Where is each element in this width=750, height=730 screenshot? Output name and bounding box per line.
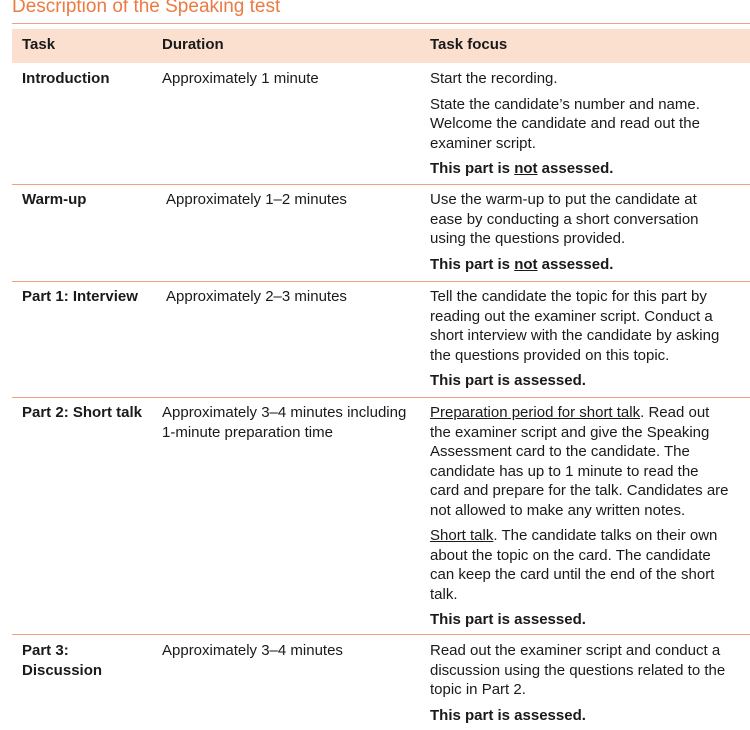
focus-cell (430, 69, 730, 179)
assessment-note: This part is assessed. (430, 706, 586, 724)
header-task: Task (22, 36, 56, 53)
table-header (12, 29, 750, 63)
title-rule (12, 23, 750, 24)
focus-text: Read out the examiner script and conduct a discussion using the questions related to the topic in Part 2. (430, 642, 726, 698)
focus-text: Tell the candidate the topic for this part by reading out the examiner script. Conduct a short interview with the candidate by asking the questions provided on this topic. (430, 288, 720, 364)
task-cell: Part 2: Short talk (22, 404, 143, 421)
focus-cell (430, 287, 730, 391)
task-cell: Warm-up (22, 191, 87, 208)
focus-text: State the candidate’s number and name. Welcome the candidate and read out the examiner script. (430, 95, 700, 152)
row-divider (12, 397, 750, 398)
focus-text: Short talk. The candidate talks on their own about the topic on the card. The candidate can keep the card until the end of the short talk. (430, 527, 718, 603)
assessment-note: This part is assessed. (430, 372, 586, 389)
assessment-note: This part is not assessed. (430, 255, 614, 273)
page-title: Description of the Speaking test (12, 0, 281, 17)
assessment-note: This part is not assessed. (430, 160, 614, 177)
focus-text: Start the recording. (430, 70, 558, 87)
task-cell: Part 3: Discussion (22, 642, 103, 679)
duration-cell: Approximately 3–4 minutes including 1-minute preparation time (162, 404, 407, 441)
header-task-focus: Task focus (430, 36, 508, 53)
focus-text: Use the warm-up to put the candidate at ease by conducting a short conversation using the questions provided. (430, 191, 699, 247)
duration-cell: Approximately 2–3 minutes (166, 288, 347, 305)
task-cell: Introduction (22, 70, 110, 87)
duration-cell: Approximately 3–4 minutes (162, 642, 343, 659)
header-duration: Duration (162, 36, 224, 53)
row-divider (12, 184, 750, 185)
focus-cell (430, 190, 730, 274)
duration-cell: Approximately 1–2 minutes (166, 191, 347, 208)
task-cell: Part 1: Interview (22, 288, 138, 305)
row-divider (12, 281, 750, 282)
focus-cell (430, 641, 730, 725)
focus-cell (430, 403, 730, 630)
assessment-note: This part is assessed. (430, 611, 586, 628)
row-divider (12, 634, 750, 635)
focus-text: Preparation period for short talk. Read out the examiner script and give the Speaking Assessment card to the candidate. The candidate has up to 1 minute to read the card and prepare for the talk. Candidates are not allowed to make any written notes. (430, 404, 729, 519)
duration-cell: Approximately 1 minute (162, 70, 319, 87)
